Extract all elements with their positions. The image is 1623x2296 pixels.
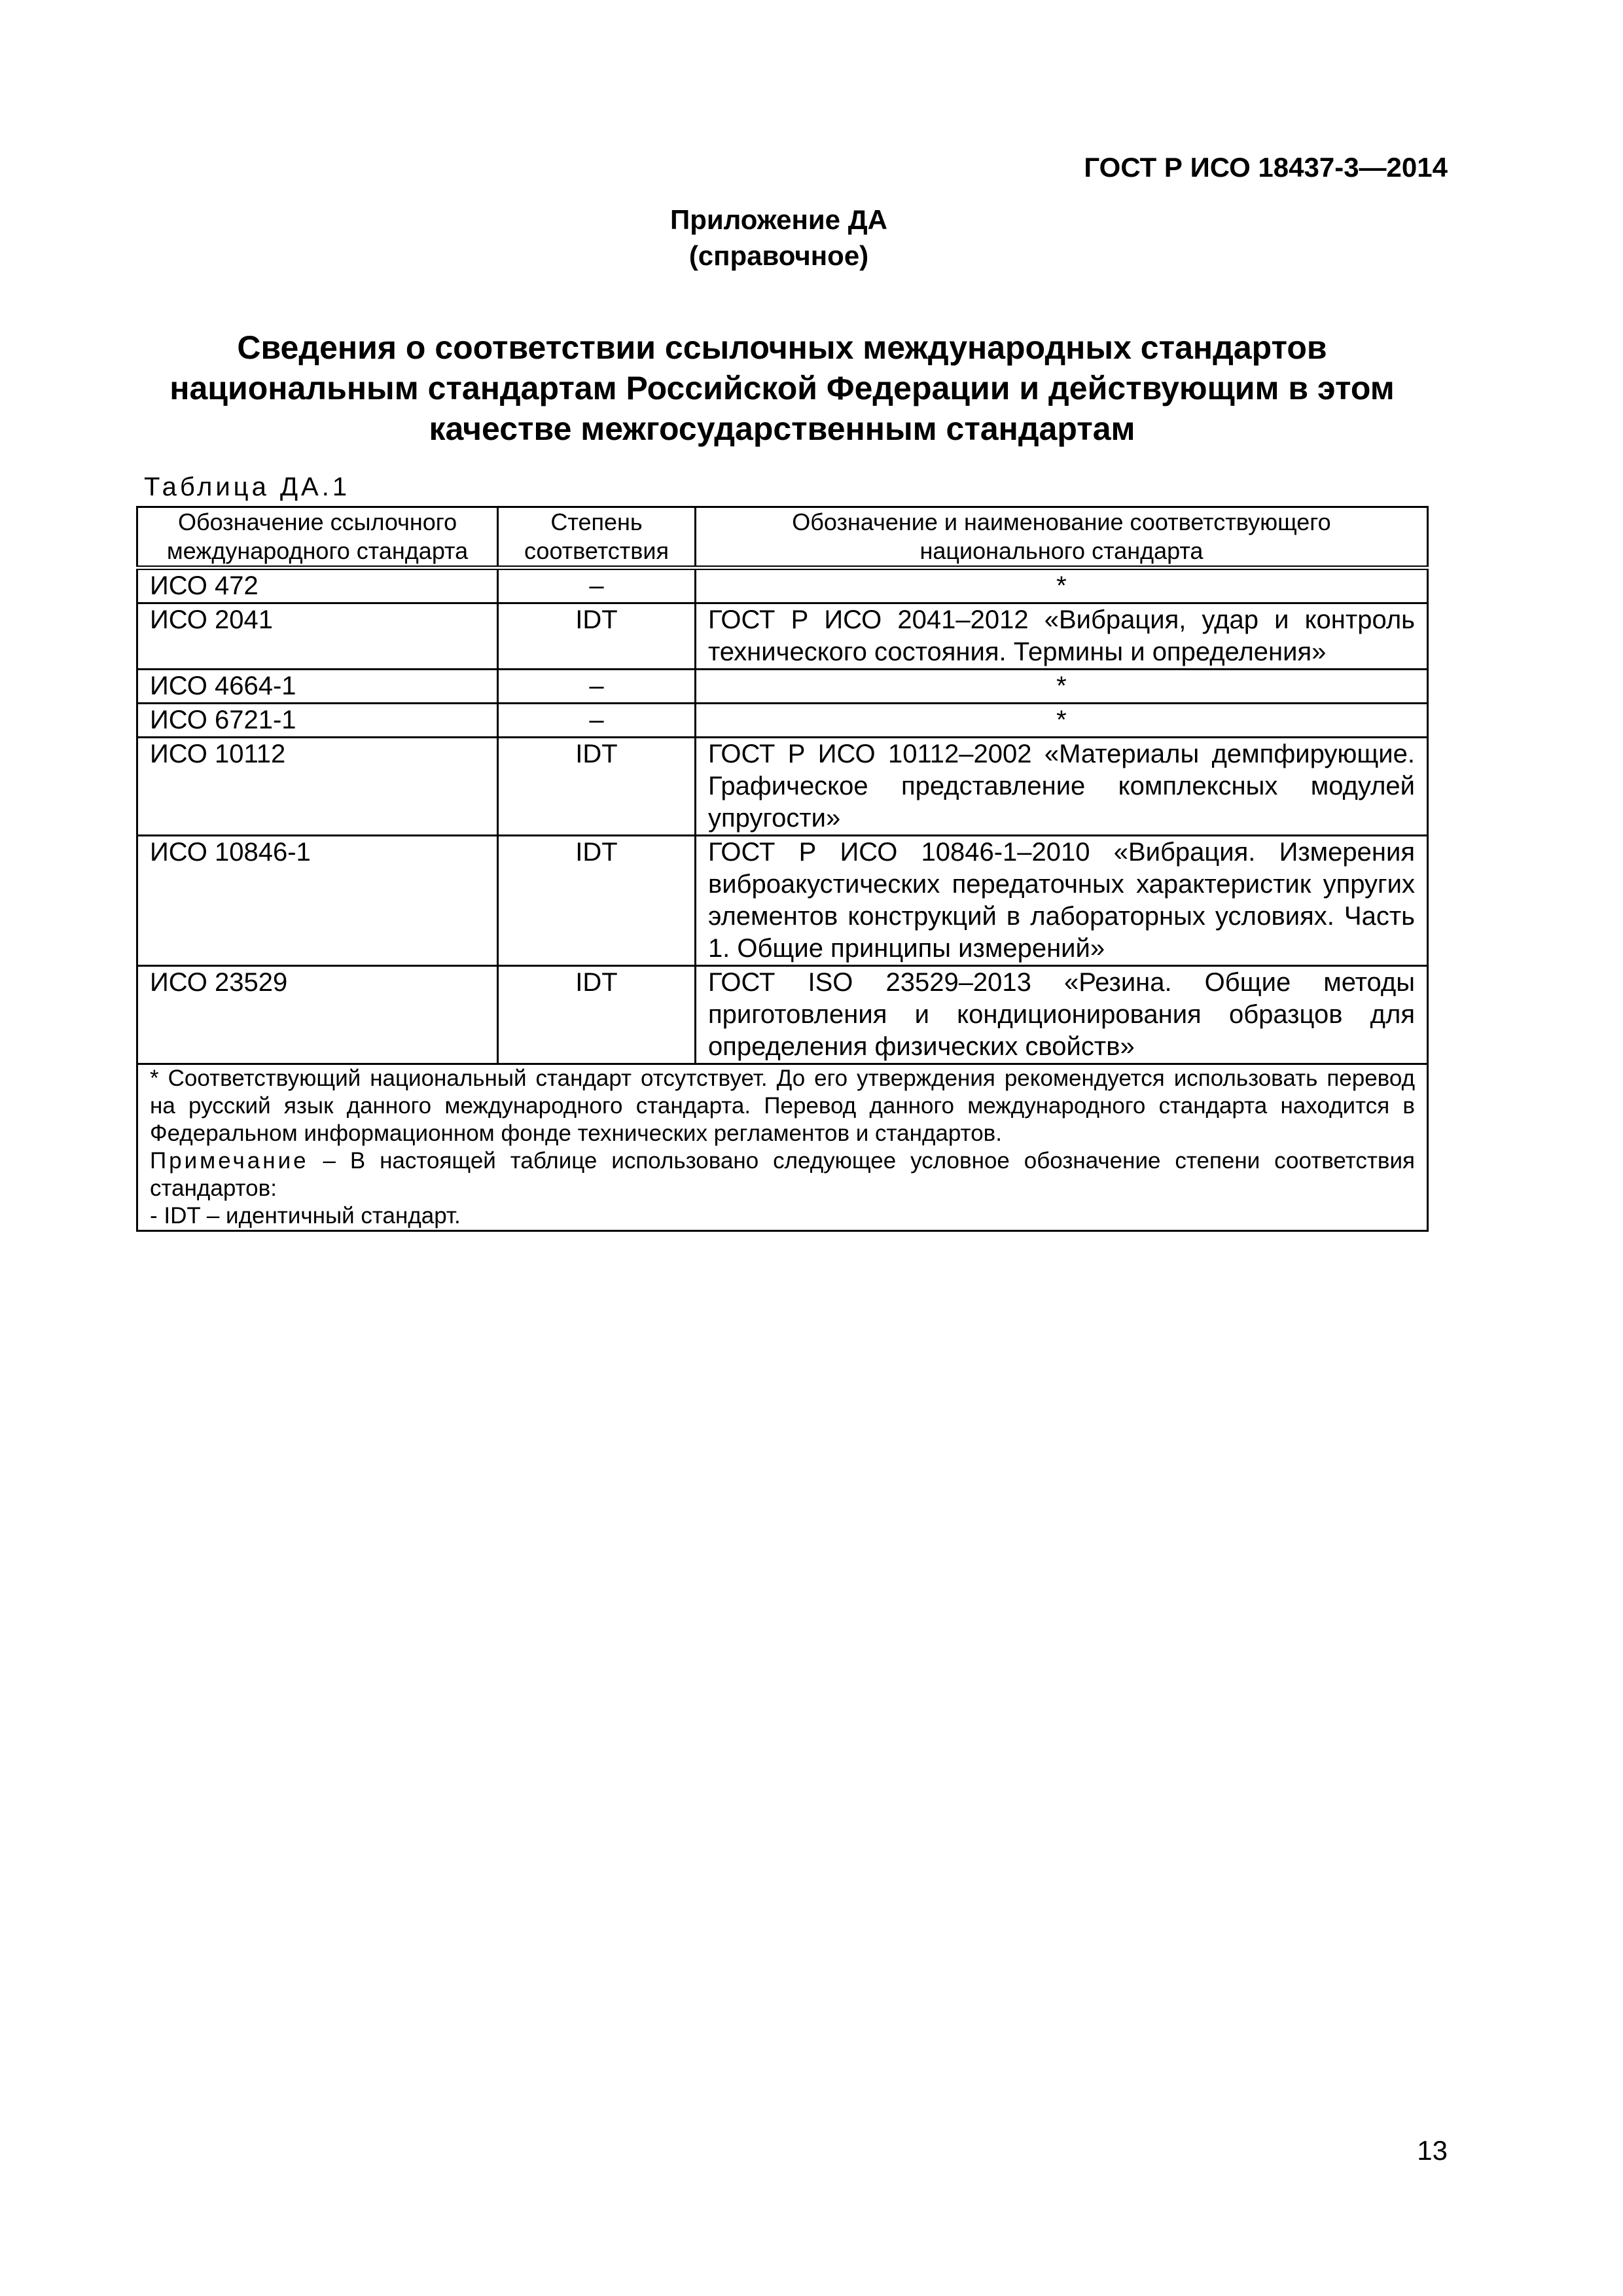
header-ref-line-1: Обозначение ссылочного — [177, 509, 457, 535]
header-ref-line-2: международного стандарта — [166, 537, 469, 564]
ref-cell: ИСО 472 — [137, 568, 498, 603]
document-code: ГОСТ Р ИСО 18437-3—2014 — [1084, 152, 1448, 183]
degree-cell: – — [498, 568, 696, 603]
table-row — [137, 738, 1428, 836]
note-item: - IDT – идентичный стандарт. — [150, 1203, 461, 1229]
table-notes-row — [137, 1064, 1428, 1231]
national-cell: * — [695, 704, 1427, 738]
document-title — [144, 327, 1420, 449]
annex-heading — [641, 202, 916, 274]
table-row — [137, 568, 1428, 603]
ref-cell: ИСО 2041 — [137, 603, 498, 670]
page-number: 13 — [1417, 2135, 1448, 2166]
table-row — [137, 966, 1428, 1064]
title-line-3: качестве межгосударственным стандартам — [429, 410, 1135, 447]
degree-cell: – — [498, 704, 696, 738]
table-row — [137, 704, 1428, 738]
ref-cell: ИСО 10846-1 — [137, 836, 498, 966]
header-degree-line-1: Степень — [550, 509, 643, 535]
title-line-1: Сведения о соответствии ссылочных международных стандартов — [237, 329, 1327, 366]
ref-cell: ИСО 23529 — [137, 966, 498, 1064]
correspondence-table — [136, 506, 1429, 1232]
degree-cell: IDT — [498, 738, 696, 836]
ref-cell: ИСО 6721-1 — [137, 704, 498, 738]
header-national-line-1: Обозначение и наименование соответствующего — [792, 509, 1331, 535]
header-degree-line-2: соответствия — [524, 537, 669, 564]
note — [150, 1147, 1415, 1202]
ref-cell: ИСО 4664-1 — [137, 670, 498, 704]
note-label: Примечание — [150, 1148, 309, 1174]
footnote: * Соответствующий национальный стандарт отсутствует. До его утверждения рекомендуется использовать перевод на русский язык данного международного стандарта. Перевод данного международного стандарта находится в Федеральном информационном фонде технических регламентов и стандартов. — [150, 1066, 1415, 1146]
header-degree — [498, 507, 696, 568]
national-cell: ГОСТ Р ИСО 10112–2002 «Материалы демпфирующие. Графическое представление комплексных модулей упругости» — [695, 738, 1427, 836]
degree-cell: IDT — [498, 603, 696, 670]
table-row — [137, 836, 1428, 966]
annex-title: Приложение ДА — [670, 204, 887, 235]
header-national-standard — [695, 507, 1427, 568]
title-line-2: национальным стандартам Российской Федерации и действующим в этом — [169, 370, 1395, 406]
table-header-row — [137, 507, 1428, 568]
table-notes — [137, 1064, 1428, 1231]
degree-cell: – — [498, 670, 696, 704]
national-cell: ГОСТ Р ИСО 2041–2012 «Вибрация, удар и контроль технического состояния. Термины и определения» — [695, 603, 1427, 670]
degree-cell: IDT — [498, 966, 696, 1064]
table-row — [137, 603, 1428, 670]
degree-cell: IDT — [498, 836, 696, 966]
table-row — [137, 670, 1428, 704]
note-text: – В настоящей таблице использовано следующее условное обозначение степени соответствия стандартов: — [150, 1148, 1415, 1201]
national-cell: * — [695, 670, 1427, 704]
national-cell: ГОСТ Р ИСО 10846-1–2010 «Вибрация. Измерения виброакустических передаточных характеристик упругих элементов конструкций в лабораторных условиях. Часть 1. Общие принципы измерений» — [695, 836, 1427, 966]
national-cell: * — [695, 568, 1427, 603]
table-caption: Таблица ДА.1 — [144, 473, 351, 501]
header-national-line-2: национального стандарта — [919, 537, 1204, 564]
national-cell: ГОСТ ISO 23529–2013 «Резина. Общие методы приготовления и кондиционирования образцов для определения физических свойств» — [695, 966, 1427, 1064]
header-ref-standard — [137, 507, 498, 568]
annex-subtitle: (справочное) — [688, 240, 869, 271]
ref-cell: ИСО 10112 — [137, 738, 498, 836]
